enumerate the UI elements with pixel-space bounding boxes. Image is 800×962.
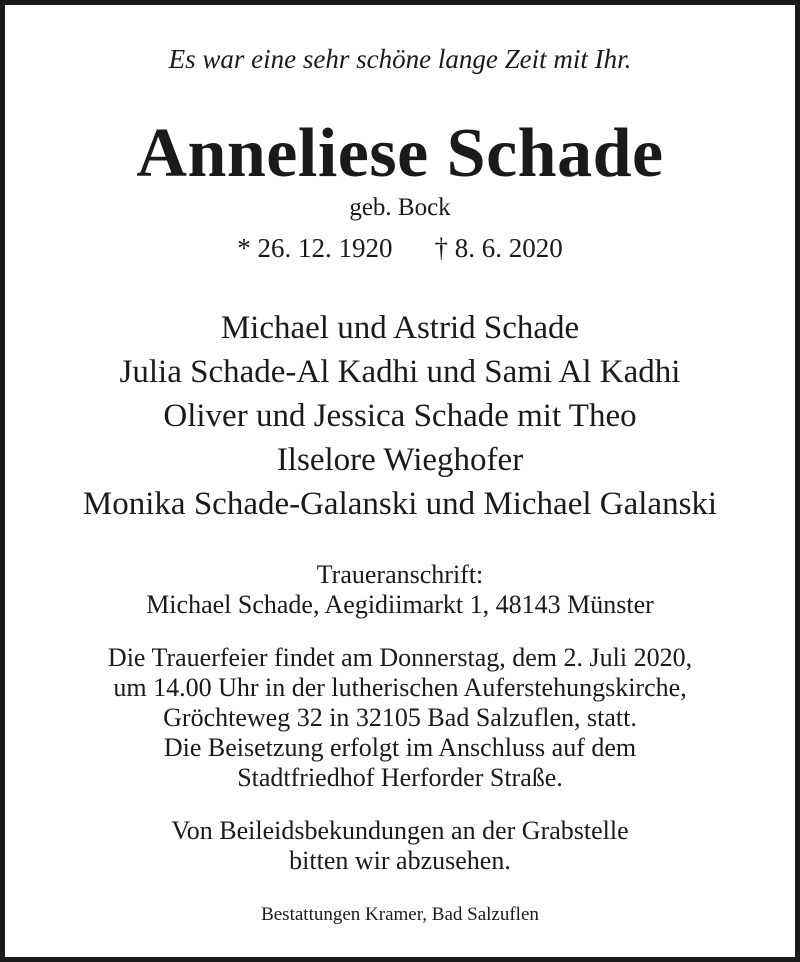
condolence-line: Von Beileidsbekundungen an der Grabstelle [171, 816, 629, 845]
address-label: Traueranschrift: [316, 560, 484, 589]
life-dates [0, 232, 800, 264]
birth-date: * 26. 12. 1920 [237, 233, 393, 263]
condolence-line: bitten wir abzusehen. [289, 846, 511, 875]
ceremony-line: Gröchteweg 32 in 32105 Bad Salzuflen, statt. [163, 703, 637, 732]
undertaker: Bestattungen Kramer, Bad Salzuflen [261, 904, 539, 925]
birth-name: geb. Bock [349, 194, 451, 221]
death-date: † 8. 6. 2020 [434, 233, 563, 263]
ceremony-line: um 14.00 Uhr in der lutherischen Auferstehungskirche, [113, 673, 687, 702]
ceremony-line: Die Beisetzung erfolgt im Anschluss auf dem [163, 733, 637, 762]
mourner-line: Julia Schade-Al Kadhi und Sami Al Kadhi [119, 354, 681, 390]
address-value: Michael Schade, Aegidiimarkt 1, 48143 Münster [146, 590, 654, 619]
mourner-line: Michael und Astrid Schade [220, 310, 580, 346]
mourner-line: Oliver und Jessica Schade mit Theo [163, 398, 637, 434]
mourner-line: Monika Schade-Galanski und Michael Galanski [82, 486, 718, 522]
condolence-note [0, 816, 800, 876]
mourners-list [0, 306, 800, 526]
deceased-name: Anneliese Schade [136, 115, 664, 192]
mourner-line: Ilselore Wieghofer [276, 442, 524, 478]
ceremony-line: Die Trauerfeier findet am Donnerstag, dem 2. Juli 2020, [107, 643, 693, 672]
mourning-address [0, 560, 800, 620]
ceremony-line: Stadtfriedhof Herforder Straße. [237, 763, 563, 792]
ceremony-info [0, 643, 800, 793]
motto: Es war eine sehr schöne lange Zeit mit Ihr. [168, 44, 632, 74]
